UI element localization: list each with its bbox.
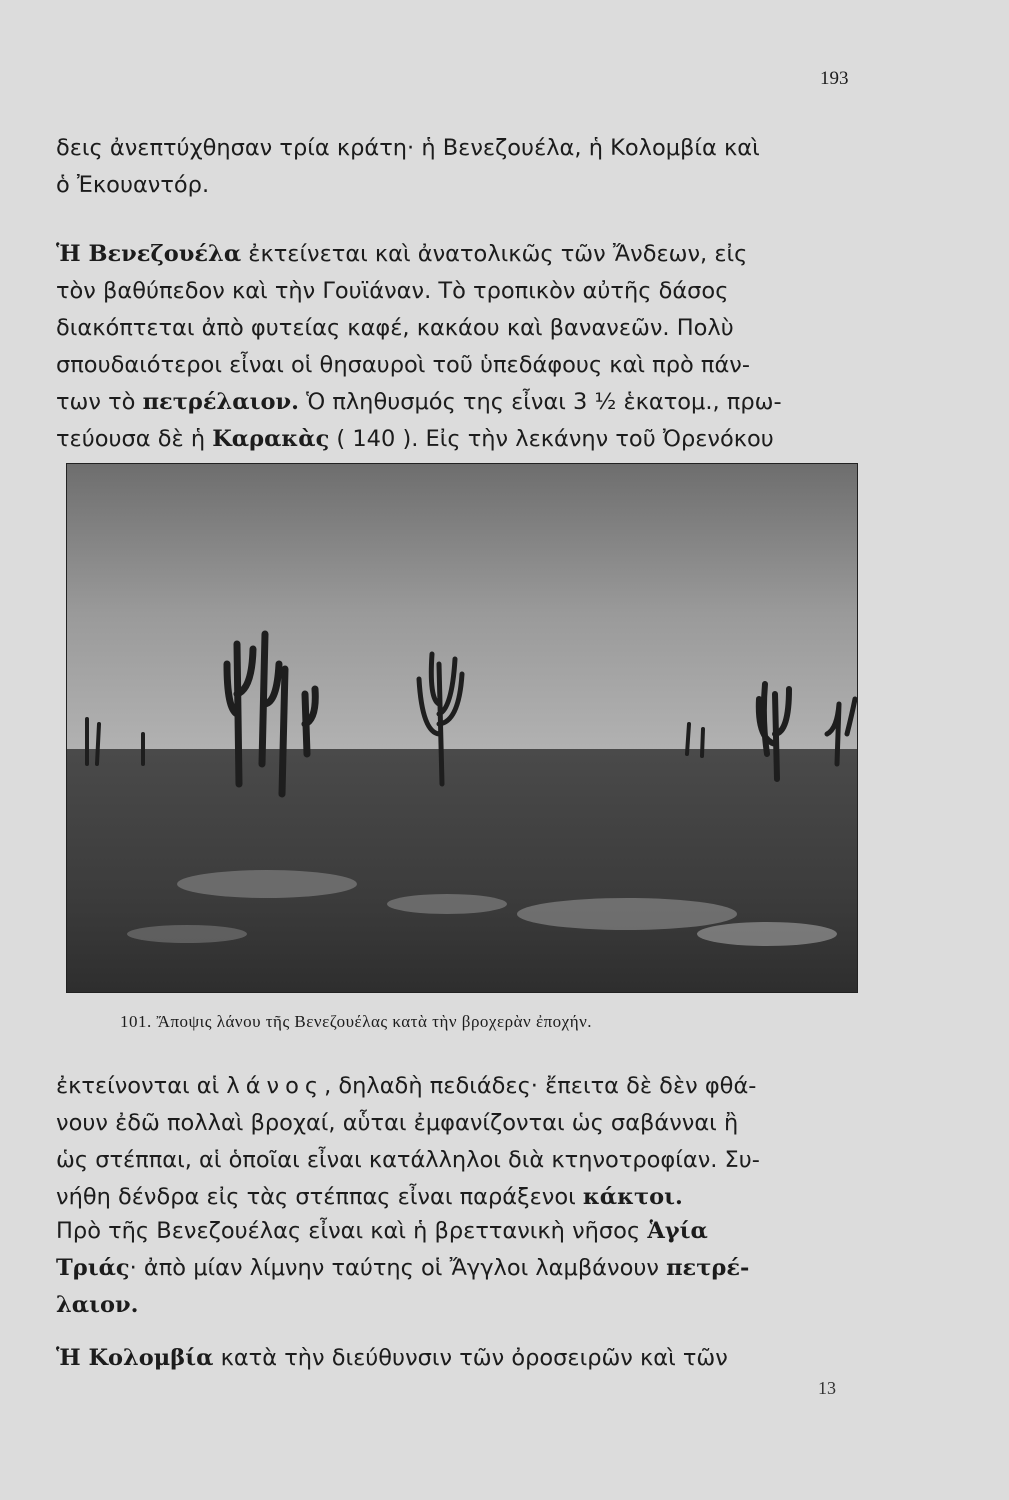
llanos-line-3: ὡς στέππαι, αἱ ὁποῖαι εἶναι κατάλληλοι διὰ κτηνοτροφίαν. Συ- (56, 1147, 760, 1173)
trinidad-line-1-a: Πρὸ τῆς Βενεζουέλας εἶναι καὶ ἡ βρεττανικὴ νῆσος (56, 1218, 648, 1244)
llanos-photograph (66, 463, 858, 993)
venezuela-line-5-c: Ὁ πληθυσμός της εἶναι 3 ½ ἑκατομ., πρω- (298, 389, 782, 415)
venezuela-line-1-text: ἐκτείνεται καὶ ἀνατολικῶς τῶν Ἄνδεων, εἰς (241, 241, 748, 267)
trinidad-line-1 (56, 1213, 866, 1250)
cactus-term: κάκτοι. (582, 1184, 683, 1210)
signature-mark: 13 (818, 1378, 836, 1398)
venezuela-paragraph (56, 236, 866, 458)
figure-caption: 101. Ἄποψις λάνου τῆς Βενεζουέλας κατὰ τὴν βροχερὰν ἐποχήν. (120, 1012, 593, 1031)
venezuela-line-6-a: τεύουσα δὲ ἡ (56, 426, 213, 452)
venezuela-line-6-c: ( 140 ). Εἰς τὴν λεκάνην τοῦ Ὀρενόκου (329, 426, 774, 452)
venezuela-line-5-a: των τὸ (56, 389, 143, 415)
trinidad-term-2: Τριάς (56, 1255, 130, 1281)
petroleum-term-2: πετρέ- (666, 1255, 750, 1281)
colombia-line-1 (56, 1340, 866, 1377)
llanos-line-1-a: ἐκτείνονται αἱ (56, 1073, 227, 1099)
trinidad-line-3: λαιον. (56, 1292, 139, 1318)
intro-paragraph (56, 130, 866, 204)
venezuela-line-5 (56, 384, 866, 421)
venezuela-line-6 (56, 421, 866, 458)
llanos-line-1-c: , δηλαδὴ πεδιάδες· ἔπειτα δὲ δὲν φθά- (324, 1073, 757, 1099)
llanos-line-2: νουν ἐδῶ πολλαὶ βροχαί, αὗται ἐμφανίζονται ὡς σαβάνναι ἢ (56, 1110, 739, 1136)
colombia-heading: Ἡ Κολομβία (56, 1345, 214, 1371)
llanos-paragraph (56, 1068, 866, 1216)
colombia-line-1-text: κατὰ τὴν διεύθυνσιν τῶν ὀροσειρῶν καὶ τῶν (213, 1345, 728, 1371)
venezuela-line-4: σπουδαιότεροι εἶναι οἱ θησαυροὶ τοῦ ὑπεδάφους καὶ πρὸ πάν- (56, 352, 750, 378)
llanos-photo-image (67, 464, 857, 992)
intro-line-1: δεις ἀνεπτύχθησαν τρία κράτη· ἡ Βενεζουέλα, ἡ Κολομβία καὶ (56, 135, 760, 161)
llanos-line-4-a: νήθη δένδρα εἰς τὰς στέππας εἶναι παράξενοι (56, 1184, 583, 1210)
trinidad-line-2 (56, 1250, 866, 1287)
petroleum-term: πετρέλαιον. (142, 389, 299, 415)
llanos-line-4 (56, 1179, 866, 1216)
page-number: 193 (820, 68, 849, 89)
caracas-term: Καρακὰς (212, 426, 330, 452)
colombia-paragraph (56, 1340, 866, 1377)
venezuela-line-2: τὸν βαθύπεδον καὶ τὴν Γουϊάναν. Τὸ τροπικὸν αὐτῆς δάσος (56, 278, 729, 304)
venezuela-line-3: διακόπτεται ἀπὸ φυτείας καφέ, κακάου καὶ βανανεῶν. Πολὺ (56, 315, 734, 341)
trinidad-paragraph (56, 1213, 866, 1324)
intro-line-2: ὁ Ἐκουαντόρ. (56, 172, 210, 198)
llanos-line-1 (56, 1068, 866, 1105)
venezuela-line-1 (56, 236, 866, 273)
llanos-term: λάνος (226, 1073, 325, 1099)
trinidad-term-1: Ἁγία (647, 1218, 708, 1244)
venezuela-heading: Ἡ Βενεζουέλα (56, 241, 242, 267)
trinidad-line-2-b: · ἀπὸ μίαν λίμνην ταύτης οἱ Ἄγγλοι λαμβάνουν (129, 1255, 667, 1281)
